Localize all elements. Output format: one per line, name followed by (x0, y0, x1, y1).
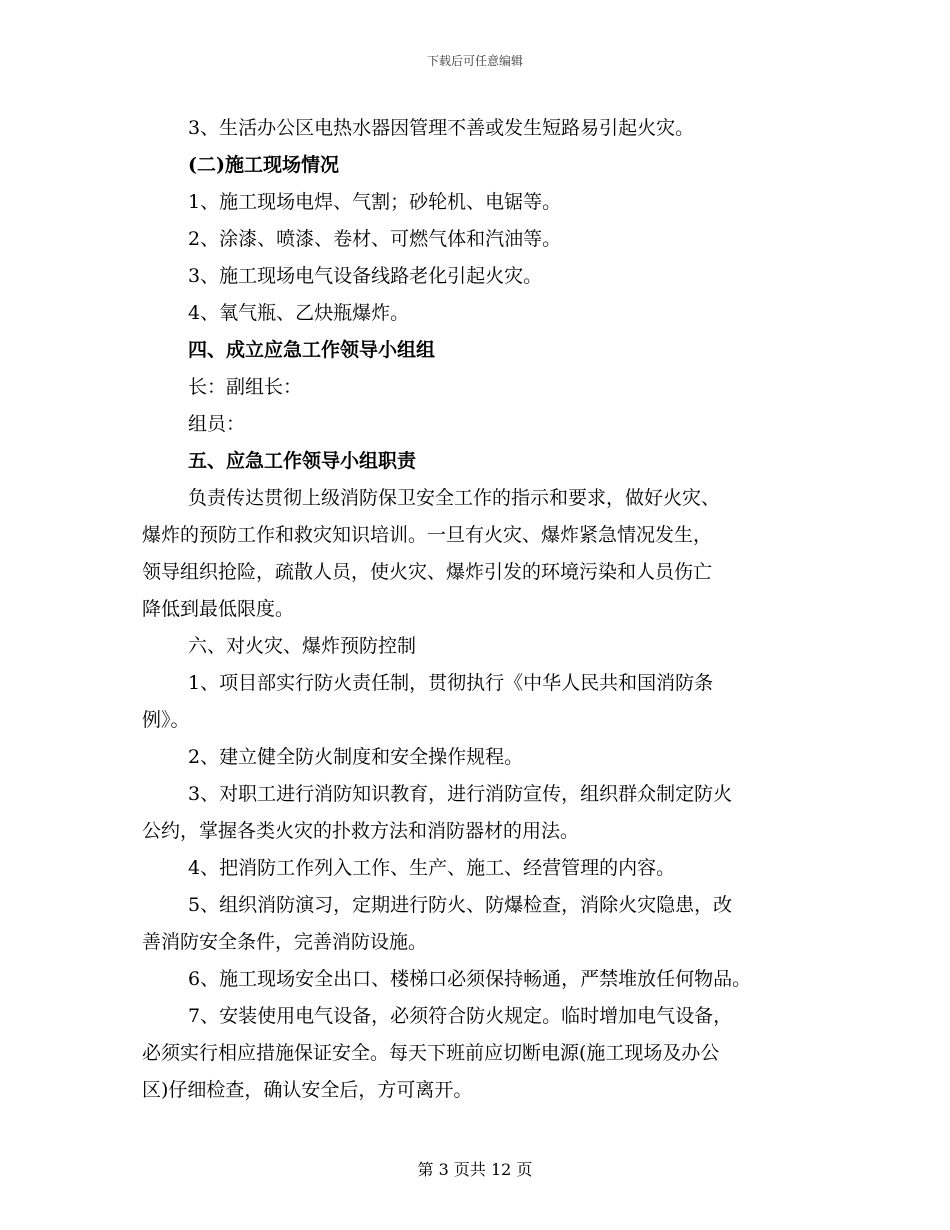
text-line: 必须实行相应措施保证安全。每天下班前应切断电源(施工现场及办公 (142, 1042, 720, 1064)
text-line: 1、项目部实行防火责任制，贯彻执行《中华人民共和国消防条 (188, 672, 714, 694)
text-line: 善消防安全条件，完善消防设施。 (142, 931, 428, 953)
text-line: 3、对职工进行消防知识教育，进行消防宣传，组织群众制定防火 (188, 783, 733, 805)
page-header: 下载后可任意编辑 (426, 54, 523, 68)
text-line: 1、施工现场电焊、气割；砂轮机、电锯等。 (188, 191, 562, 213)
text-line: 长：副组长： (188, 376, 303, 398)
text-line: 4、把消防工作列入工作、生产、施工、经营管理的内容。 (188, 857, 676, 879)
document-body (142, 110, 822, 1109)
text-line: 负责传达贯彻上级消防保卫安全工作的指示和要求，做好火灾、 (188, 487, 721, 509)
text-line: 4、氧气瓶、乙炔瓶爆炸。 (188, 302, 410, 324)
text-line: 区)仔细检查，确认安全后，方可离开。 (142, 1079, 473, 1101)
page-footer: 第 3 页共 12 页 (417, 1160, 533, 1179)
text-line: 6、施工现场安全出口、楼梯口必须保持畅通，严禁堆放任何物品。 (188, 968, 752, 990)
text-line: 公约，掌握各类火灾的扑救方法和消防器材的用法。 (142, 820, 580, 842)
text-line: 降低到最低限度。 (142, 598, 295, 620)
text-line: 爆炸的预防工作和救灾知识培训。一旦有火灾、爆炸紧急情况发生， (142, 524, 713, 546)
text-line: 3、生活办公区电热水器因管理不善或发生短路易引起火灾。 (188, 117, 695, 139)
text-line: 例》。 (142, 709, 190, 731)
text-line: 2、建立健全防火制度和安全操作规程。 (188, 746, 524, 768)
text-line: 领导组织抢险，疏散人员，使火灾、爆炸引发的环境污染和人员伤亡 (142, 561, 713, 583)
text-line: 3、施工现场电气设备线路老化引起火灾。 (188, 265, 543, 287)
text-line: 六、对火灾、爆炸预防控制 (188, 635, 417, 657)
text-line: 组员： (188, 413, 246, 435)
text-line: 5、组织消防演习，定期进行防火、防爆检查，消除火灾隐患，改 (188, 894, 733, 916)
section-heading: 四、成立应急工作领导小组组 (188, 339, 436, 361)
section-heading: (二)施工现场情况 (188, 154, 339, 176)
section-heading: 五、应急工作领导小组职责 (188, 450, 417, 472)
text-line: 7、安装使用电气设备，必须符合防火规定。临时增加电气设备， (188, 1005, 733, 1027)
text-line: 2、涂漆、喷漆、卷材、可燃气体和汽油等。 (188, 228, 562, 250)
